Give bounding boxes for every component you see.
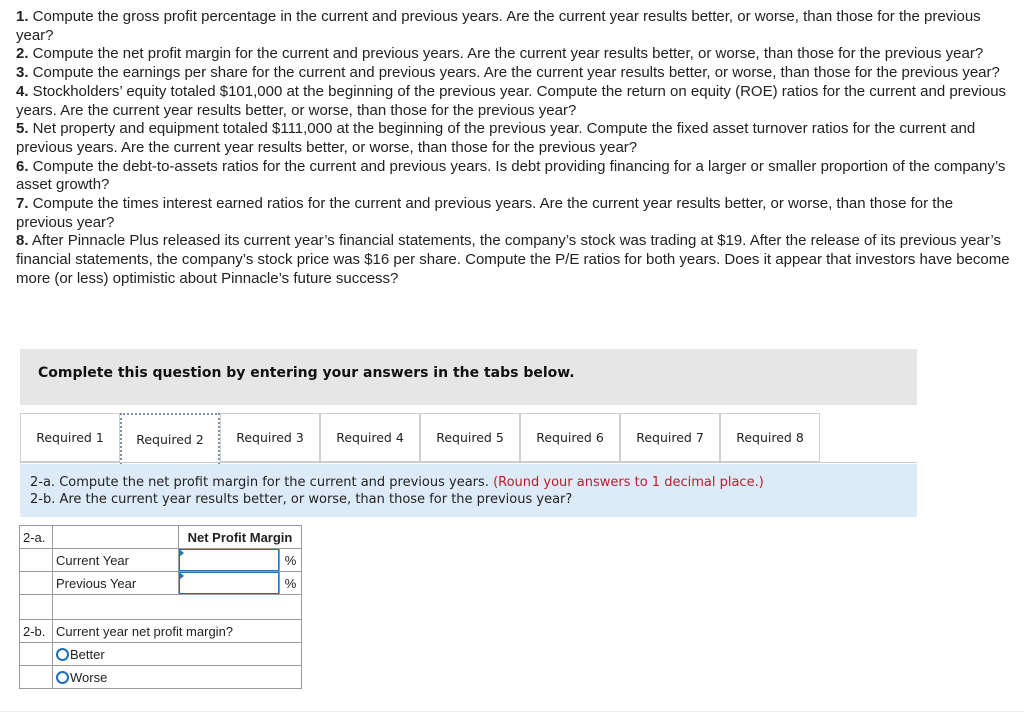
- rounding-note: (Round your answers to 1 decimal place.): [493, 475, 764, 490]
- tab-bar: [20, 413, 917, 463]
- prompt-2b: 2-b. Are the current year results better, or worse, than those for the previous year?: [30, 492, 573, 507]
- instruction-text: Complete this question by entering your answers in the tabs below.: [38, 365, 575, 381]
- question-prompt: [20, 464, 917, 517]
- question-list: [16, 8, 1012, 289]
- instruction-banner: [20, 349, 917, 405]
- tab-required-5[interactable]: Required 5: [420, 413, 520, 462]
- option-better[interactable]: Better: [56, 647, 298, 662]
- label-2a: 2-a.: [20, 526, 53, 549]
- tab-required-1[interactable]: Required 1: [20, 413, 120, 462]
- prompt-2a: 2-a. Compute the net profit margin for the current and previous years.: [30, 475, 489, 490]
- page-divider: [0, 711, 1024, 712]
- row-label-previous-year: Previous Year: [53, 572, 179, 595]
- table-row: [20, 549, 302, 572]
- option-worse[interactable]: Worse: [56, 670, 298, 685]
- input-flag-icon: [179, 572, 184, 580]
- table-row: [20, 572, 302, 595]
- question-3: 3. Compute the earnings per share for the current and previous years. Are the current year results better, or worse, than those for the previous year?: [16, 64, 1000, 82]
- question-8: 8. After Pinnacle Plus released its current year’s financial statements, the company’s stock was trading at $19. After the release of its previous year’s financial statements, the company’s stock price was $16 per share. Compute the P/E ratios for both years. Does it appear that investors have become more (or less) optimistic about Pinnacle’s future success?: [16, 232, 1010, 287]
- question-6: 6. Compute the debt-to-assets ratios for the current and previous years. Is debt providing financing for a larger or smaller proportion of the company’s asset growth?: [16, 157, 1006, 194]
- row-label-current-year: Current Year: [53, 549, 179, 572]
- question-2: 2. Compute the net profit margin for the current and previous years. Are the current year results better, or worse, than those for the previous year?: [16, 45, 984, 63]
- input-flag-icon: [179, 549, 184, 557]
- tab-required-6[interactable]: Required 6: [520, 413, 620, 462]
- radio-circle-icon[interactable]: [56, 648, 69, 661]
- current-year-margin-input[interactable]: [179, 549, 279, 571]
- tab-required-4[interactable]: Required 4: [320, 413, 420, 462]
- tab-required-8[interactable]: Required 8: [720, 413, 820, 462]
- question-2b-label: Current year net profit margin?: [53, 620, 302, 643]
- previous-year-margin-input[interactable]: [179, 572, 279, 594]
- tab-required-2[interactable]: Required 2: [120, 413, 220, 464]
- percent-sign: %: [280, 549, 302, 572]
- tab-required-7[interactable]: Required 7: [620, 413, 720, 462]
- label-2b: 2-b.: [20, 620, 53, 643]
- percent-sign: %: [280, 572, 302, 595]
- question-1: 1. Compute the gross profit percentage in the current and previous years. Are the current year results better, or worse, than those for the previous year?: [16, 8, 981, 44]
- question-7: 7. Compute the times interest earned ratios for the current and previous years. Are the current year results better, or worse, than those for the previous year?: [16, 195, 954, 231]
- question-4: 4. Stockholders’ equity totaled $101,000 at the beginning of the previous year. Compute the return on equity (ROE) ratios for the current and previous years. Are the current year results better, or worse, than those for the previous year?: [16, 82, 1007, 119]
- question-5: 5. Net property and equipment totaled $111,000 at the beginning of the previous year. Compute the fixed asset turnover ratios for the current and previous years. Are the current year results better, or worse, than those for the previous year?: [16, 120, 976, 156]
- tab-required-3[interactable]: Required 3: [220, 413, 320, 462]
- answer-table: [19, 525, 302, 689]
- radio-circle-icon[interactable]: [56, 671, 69, 684]
- tab-divider: [20, 462, 917, 463]
- net-profit-margin-header: Net Profit Margin: [179, 526, 302, 549]
